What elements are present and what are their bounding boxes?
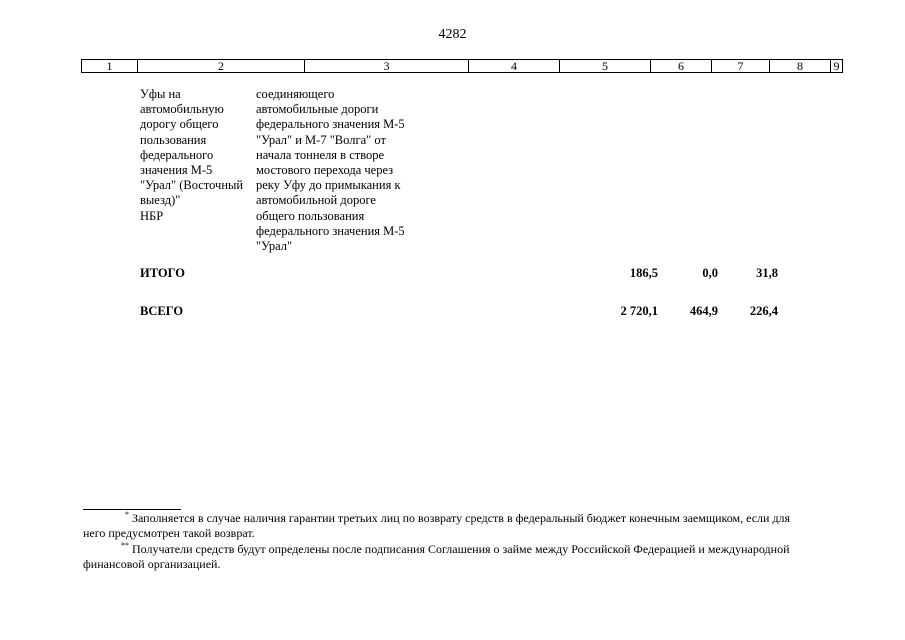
object-name-line: Уфы на [140,87,181,101]
object-name-line: "Урал" (Восточный [140,178,244,193]
object-description-line: федерального значения М-5 [256,223,405,238]
footnote-text: него предусмотрен такой возврат. [83,526,255,540]
object-description-line: "Урал" [256,239,293,254]
column-number-7: 7 [712,60,770,72]
column-number-6: 6 [651,60,712,72]
grand-total-value-col7: 464,9 [689,304,718,318]
grand-total-value-col6: 2 720,1 [620,304,658,318]
object-name-cell [140,87,243,224]
object-description-line: автомобильной дороге [256,193,376,208]
column-number-9: 9 [833,59,840,73]
column-number-4: 4 [469,60,560,72]
total-value-col6: 186,5 [629,266,658,280]
footnote-separator [83,509,181,510]
object-name-line: дорогу общего [140,117,219,132]
footnote-text: Заполняется в случае наличия гарантии третьих лиц по возврату средств в федеральный бюджет конечным заемщиком, если для [132,511,791,525]
object-description-line: реку Уфу до примыкания к [256,178,401,193]
object-description-line: мостового перехода через [256,163,394,178]
object-description-line: федерального значения М-5 [256,117,405,132]
footnote-text: финансовой организацией. [83,557,221,571]
object-name-line: НБР [140,208,164,223]
object-name-line: значения М-5 [140,163,213,178]
footnote-marker: * [125,510,129,519]
column-number-5: 5 [560,60,651,72]
object-name-line: автомобильную [140,102,224,117]
grand-total-value-col8: 226,4 [749,304,778,318]
object-description-line: начала тоннеля в створе [256,147,385,162]
column-number-1: 1 [82,60,138,72]
footnote-2 [83,542,843,572]
total-value-col8: 31,8 [756,266,778,280]
object-name-line: федерального [140,147,214,162]
footnote-text: Получатели средств будут определены после подписания Соглашения о займе между Российской Федерацией и международной [132,542,790,556]
page-number: 4282 [438,27,467,42]
object-description-line: соединяющего [256,87,335,101]
footnote-marker: ** [121,541,129,550]
object-description-line: автомобильные дороги [256,102,379,117]
object-name-line: пользования [140,132,207,147]
object-description-line: "Урал" и М-7 "Волга" от [256,132,386,147]
object-description-line: общего пользования [256,208,365,223]
column-number-2: 2 [138,60,305,72]
column-number-8: 8 [770,60,831,72]
column-number-3: 3 [305,60,469,72]
grand-total-label: ВСЕГО [140,304,184,318]
total-value-col7: 0,0 [702,266,718,280]
footnote-1 [83,511,843,541]
table-header-row [81,59,843,73]
object-name-line: выезд)" [140,193,181,208]
total-label: ИТОГО [140,266,185,280]
object-description-cell [256,87,405,254]
